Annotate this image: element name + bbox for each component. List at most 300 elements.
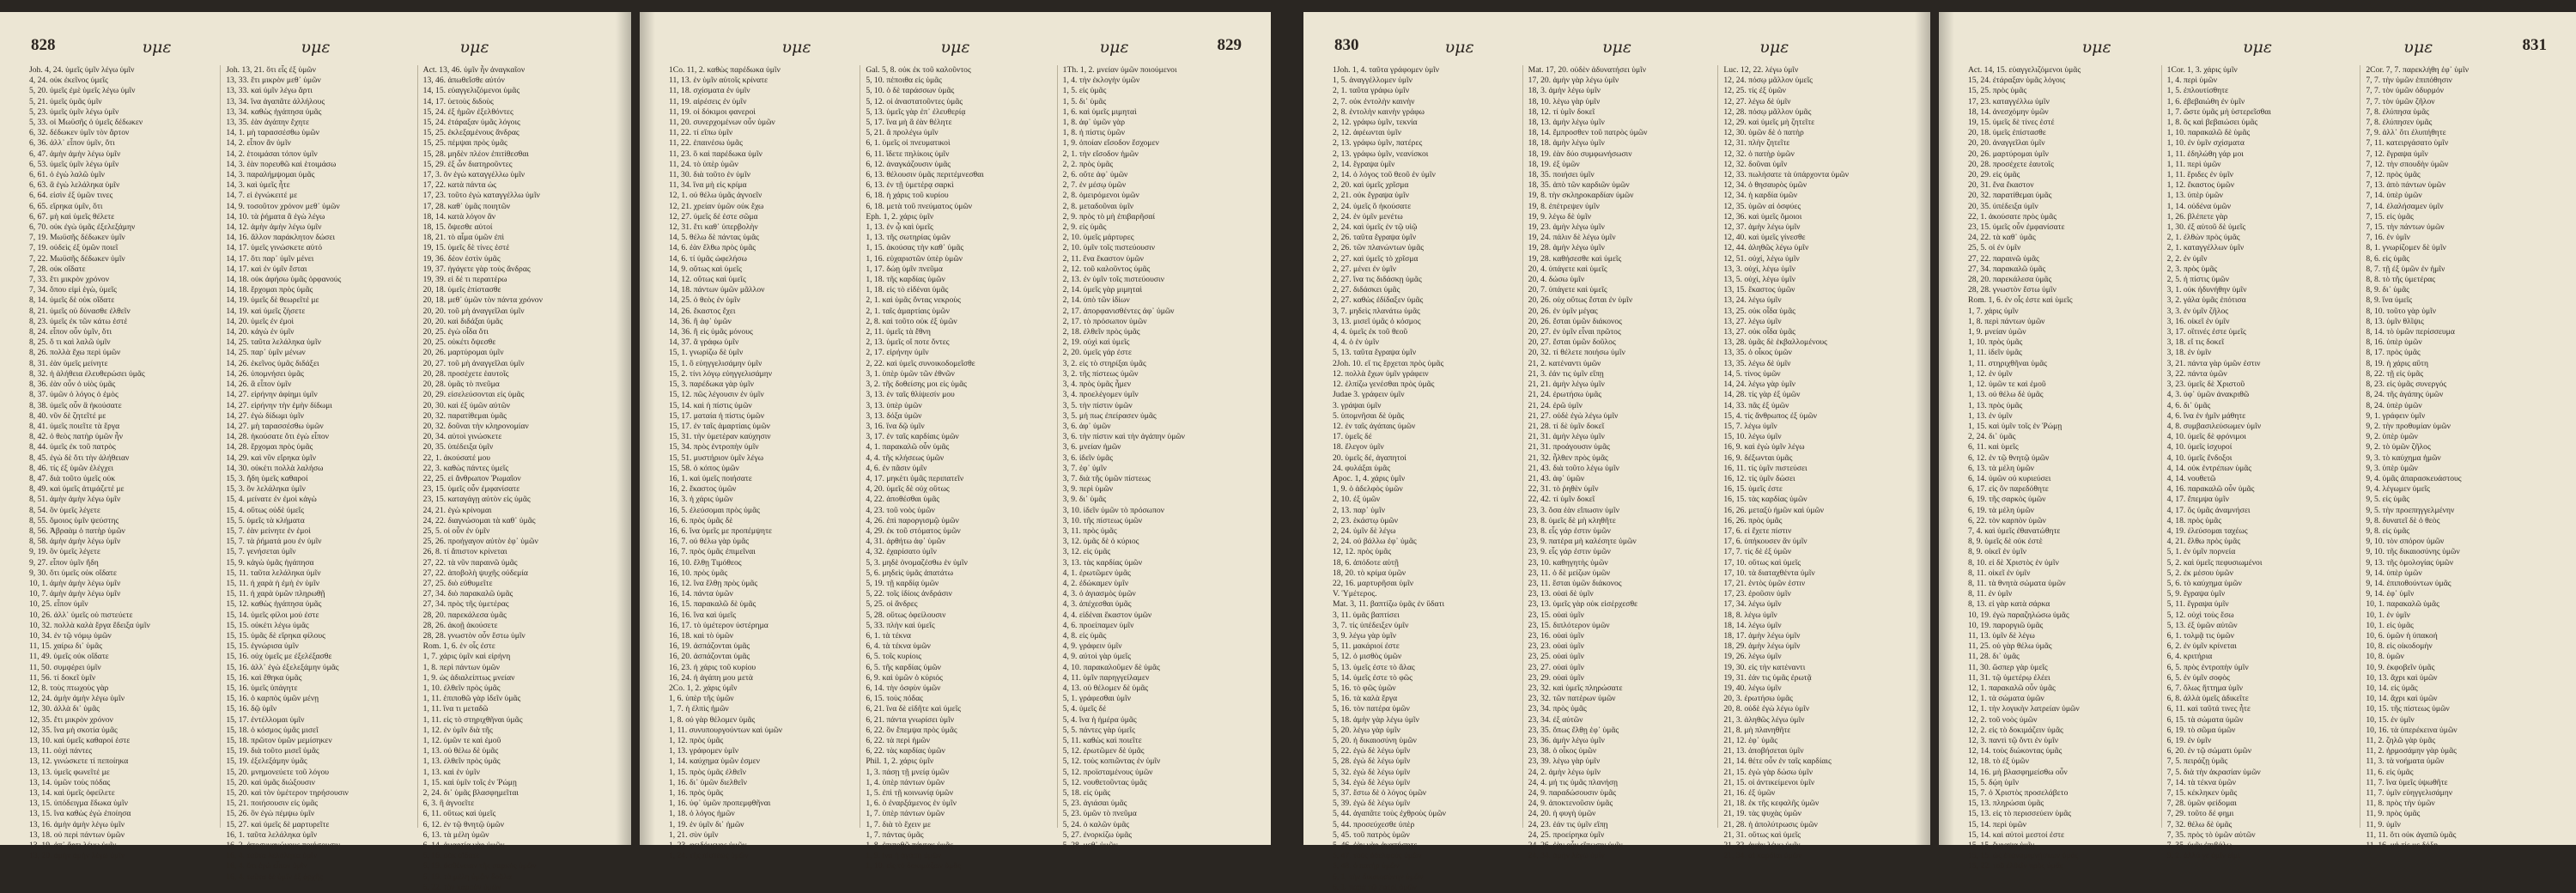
concordance-entry: 11, 3. τὰ νοήματα ὑμῶν <box>2366 756 2445 767</box>
concordance-entry: 3, 4. πρὸς ὑμᾶς ἦμεν <box>1062 380 1132 390</box>
concordance-entry: 6, 15. τοὺς πόδας <box>866 694 923 704</box>
concordance-entry: 23, 25. οὐαὶ ὑμῖν <box>1528 652 1584 662</box>
concordance-entry: 6, 22. τὸν καρπὸν ὑμῶν <box>422 882 501 892</box>
concordance-entry: 8, 45. ἐγὼ δὲ ὅτι τὴν ἀλήθειαν <box>29 453 130 463</box>
concordance-entry: 1, 7. χάρις ὑμῖν καὶ εἰρήνη <box>422 652 511 662</box>
concordance-entry: 5, 12. ἐρωτῶμεν δὲ ὑμᾶς <box>1062 746 1145 756</box>
concordance-entry: 2, 13. γράφω ὑμῖν, πατέρες <box>1333 138 1423 149</box>
concordance-entry: 23, 39. λέγω γὰρ ὑμῖν <box>1528 756 1601 767</box>
concordance-entry: 2, 12. γράφω ὑμῖν, τεκνία <box>1333 118 1418 128</box>
concordance-entry: 21, 27. οὐδὲ ἐγὼ λέγω ὑμῖν <box>1528 410 1619 421</box>
concordance-entry: 4, 10. ὑμεῖς ἔνδοξοι <box>2166 453 2233 463</box>
concordance-entry: 7, 15. τὴν πάντων ὑμῶν <box>2366 222 2445 233</box>
concordance-entry: 5, 6. μηδεὶς ὑμᾶς ἀπατάτω <box>866 568 954 578</box>
concordance-entry: 6, 19. τῆς σαρκὸς ὑμῶν <box>1968 495 2046 505</box>
concordance-entry: 14, 7. εἰ ἐγνώκειτέ με <box>226 191 298 201</box>
concordance-entry: 19, 26. λέγω ὑμῖν <box>1723 652 1782 662</box>
concordance-entry: 7, 14. ὑπὲρ ὑμῶν <box>2366 191 2422 201</box>
concordance-entry: 24, 34. ἀμὴν λέγω ὑμῖν <box>1528 851 1605 861</box>
concordance-entry: 2, 7. ἐν μέσῳ ὑμῶν <box>1062 180 1127 191</box>
concordance-entry: 14, 15. εὐαγγελιζόμενοι ὑμᾶς <box>422 86 520 96</box>
concordance-entry: 2, 24. καὶ ὑμεῖς ἐν τῷ υἱῷ <box>1333 222 1418 233</box>
concordance-entry: Luc. 12, 22. λέγω ὑμῖν <box>1723 65 1799 75</box>
concordance-entry: 10, 13. ἄχρι καὶ ὑμῶν <box>2366 672 2438 683</box>
concordance-entry: 13, 27. οὐκ οἶδα ὑμᾶς <box>1723 327 1795 337</box>
concordance-entry: 24, 20. ἡ φυγὴ ὑμῶν <box>1528 809 1596 819</box>
concordance-entry: 8, 25. ὅ τι καὶ λαλῶ ὑμῖν <box>29 337 111 348</box>
concordance-entry: 22, 3. καθὼς πάντες ὑμεῖς <box>422 463 509 473</box>
concordance-entry: 15, 20. καὶ τὸν ὑμέτερον τηρήσουσιν <box>226 788 349 799</box>
concordance-entry: 1, 11. περὶ ὑμῶν <box>2166 159 2221 169</box>
concordance-entry: 11, 24. τὸ ὑπὲρ ὑμῶν <box>669 159 738 169</box>
concordance-entry: 6, 11. οὕτως καὶ ὑμεῖς <box>422 809 496 819</box>
concordance-entry: 2, 19. οὐχὶ καὶ ὑμεῖς <box>1062 337 1130 348</box>
concordance-entry: 7, 9. ἀλλ᾽ ὅτι ἐλυπήθητε <box>2366 128 2446 138</box>
concordance-entry: 13, 14. καὶ ὑμεῖς ὀφείλετε <box>29 788 115 799</box>
concordance-entry: 3, 6. τὴν πίστιν καὶ τὴν ἀγάπην ὑμῶν <box>1062 432 1186 442</box>
concordance-entry: 19, 9. λέγω δὲ ὑμῖν <box>1528 211 1592 222</box>
concordance-entry: 17, 23. τοῦτο ἐγὼ καταγγέλλω ὑμῖν <box>422 191 540 201</box>
concordance-entry: 18, 14. κατὰ λόγον ἂν <box>422 211 496 222</box>
concordance-entry: 2, 17. εἰρήνην ὑμῖν <box>866 348 929 358</box>
concordance-entry: 15, 34. πρὸς ἐντροπὴν ὑμῖν <box>669 442 759 453</box>
concordance-entry: Eph. 1, 2. χάρις ὑμῖν <box>866 211 934 222</box>
concordance-entry: 10, 26. ἀλλ᾽ ὑμεῖς οὐ πιστεύετε <box>29 610 133 620</box>
concordance-entry: 14, 26. ἕκαστος ἔχει <box>669 306 736 316</box>
concordance-entry: 16, 12. τίς ὑμῖν δώσει <box>1723 473 1795 483</box>
concordance-entry: 14, 20. ὑμεῖς ἐν ἐμοὶ <box>226 316 295 326</box>
concordance-entry: 9, 8. δυνατεῖ δὲ ὁ θεὸς <box>2366 515 2440 525</box>
concordance-entry: 1, 17. δώῃ ὑμῖν πνεῦμα <box>866 264 943 274</box>
concordance-entry: 1, 11. ἰδεῖν ὑμᾶς <box>1968 348 2022 358</box>
concordance-entry: 4, 3. ἀπέχεσθαι ὑμᾶς <box>1062 599 1132 610</box>
concordance-entry: 14, 19. καὶ ὑμεῖς ζήσετε <box>226 306 306 316</box>
concordance-entry: 3, 2. γάλα ὑμᾶς ἐπότισα <box>2166 295 2246 306</box>
concordance-entry: 8, 24. ὑπὲρ ὑμῶν <box>2366 400 2422 410</box>
concordance-entry: 17, 3. ὃν ἐγὼ καταγγέλλω ὑμῖν <box>422 170 526 180</box>
concordance-entry: 16, 23. ἡ χάρις τοῦ κυρίου <box>669 662 756 672</box>
concordance-entry: 1, 8. ὃς καὶ βεβαιώσει ὑμᾶς <box>2166 118 2258 128</box>
concordance-entry: 22, 16. μαρτυρῆσαι ὑμῖν <box>1333 578 1414 588</box>
concordance-entry: 18, 17. ἀμὴν λέγω ὑμῖν <box>1723 630 1801 641</box>
concordance-entry: 15, 16. ὁ καρπὸς ὑμῶν μένῃ <box>226 694 319 704</box>
concordance-entry: 15, 15. ἔγραψα ὑμῖν <box>1968 841 2035 851</box>
concordance-entry: 28, 28. γνωστὸν ἔστω ὑμῖν <box>1968 285 2057 295</box>
concordance-entry: 9, 14. ὑπὲρ ὑμῶν <box>2366 568 2422 578</box>
concordance-entry: 7, 12. πρὸς ὑμᾶς <box>2366 170 2421 180</box>
concordance-entry: 5, 20. ὑμεῖς ἐμὲ ὑμεῖς λέγω ὑμῖν <box>29 86 136 96</box>
concordance-entry: 20, 4. δώσω ὑμῖν <box>1528 275 1585 285</box>
concordance-entry: 7, 5. πειράζῃ ὑμᾶς <box>2166 756 2228 767</box>
concordance-entry: 15, 7. ὁ Χριστὸς προσελάβετο <box>1968 788 2069 799</box>
concordance-entry: 6, 12. ἐν τῷ θνητῷ ὑμῶν <box>1968 453 2050 463</box>
concordance-entry: 1, 13. οὐ θέλω δὲ ὑμᾶς <box>1968 390 2044 400</box>
concordance-entry: 20, 28. προσέχετε ἑαυτοῖς <box>422 368 509 379</box>
concordance-entry: 1, 5. εἰς ὑμᾶς <box>1062 86 1107 96</box>
concordance-entry: 14, 5. θέλω δὲ πάντας ὑμᾶς <box>669 233 759 243</box>
concordance-entry: 6, 64. εἰσὶν ἐξ ὑμῶν τινες <box>29 191 113 201</box>
concordance-entry: 1, 7. διὰ τὸ ἔχειν με <box>866 819 931 829</box>
concordance-entry: 3, 2. τῆς πίστεως ὑμῶν <box>1062 368 1139 379</box>
page-header <box>1939 36 2576 58</box>
concordance-entry: 12, 35. ἵνα μὴ σκοτία ὑμᾶς <box>29 725 118 735</box>
concordance-entry: 15, 51. μυστήριον ὑμῖν λέγω <box>669 453 764 463</box>
concordance-entry: 8, 17. πρὸς ὑμᾶς <box>2366 348 2421 358</box>
concordance-entry: 5, 20. λέγω γὰρ ὑμῖν <box>1333 725 1400 735</box>
concordance-entry: 1, 24. τῆς πίστεως ὑμῶν <box>669 851 749 861</box>
concordance-entry: 6, 22. τὸν καρπὸν ὑμῶν <box>1968 515 2046 525</box>
concordance-entry: 4, 6. προείπαμεν ὑμῖν <box>1062 620 1134 630</box>
concordance-entry: 18, 14. ἔμπροσθεν τοῦ πατρὸς ὑμῶν <box>1528 128 1648 138</box>
concordance-entry: 23, 38. ὁ οἶκος ὑμῶν <box>1528 746 1597 756</box>
concordance-entry: 13, 15. ὑπόδειγμα ἔδωκα ὑμῖν <box>29 799 128 809</box>
concordance-entry: 27, 22. παραινῶ ὑμᾶς <box>1968 253 2039 264</box>
concordance-entry: 14, 3. καὶ ὑμεῖς ἦτε <box>226 180 290 191</box>
concordance-entry: 5, 2. καὶ ὑμεῖς πεφυσιωμένοι <box>2166 557 2263 568</box>
concordance-entry: 3, 1. οὐκ ἠδυνήθην ὑμῖν <box>2166 285 2247 295</box>
concordance-entry: Mat. 17, 20. οὐδὲν ἀδυνατήσει ὑμῖν <box>1528 65 1647 75</box>
concordance-entry: 3, 2. εἰς τὸ στηρίξαι ὑμᾶς <box>1062 358 1146 368</box>
concordance-entry: 12, 30. ὑμῶν δὲ ὁ πατὴρ <box>1723 128 1804 138</box>
concordance-entry: 6, 1. παρὰ τῷ πατρὶ ὑμῶν <box>1333 882 1417 892</box>
concordance-entry: 1, 12. πρὸς ὑμᾶς <box>669 736 724 745</box>
concordance-entry: 23, 3. ὅσα ἐὰν εἴπωσιν ὑμῖν <box>1528 505 1619 515</box>
concordance-entry: 1Cor. 1, 3. χάρις ὑμῖν <box>2166 65 2238 75</box>
concordance-entry: 18, 10. λέγω γὰρ ὑμῖν <box>1528 96 1601 106</box>
concordance-entry: 13, 12. γινώσκετε τί πεποίηκα <box>29 756 129 767</box>
concordance-entry: 3, 13. δόξα ὑμῶν <box>866 410 922 421</box>
concordance-entry: 5, 11. μακάριοί ἐστε <box>1333 641 1400 652</box>
concordance-entry: 3, 9. περὶ ὑμῶν <box>1062 484 1114 495</box>
concordance-entry: 13, 25. οὐκ οἶδα ὑμᾶς <box>1723 306 1795 316</box>
concordance-entry: 2, 12. ἀφέωνται ὑμῖν <box>1333 128 1401 138</box>
concordance-entry: 23, 10. καθηγητὴς ὑμῶν <box>1528 557 1608 568</box>
concordance-entry: 4, 2. ἐδώκαμεν ὑμῖν <box>1062 578 1129 588</box>
concordance-entry: 2, 21. οὐκ ἔγραψα ὑμῖν <box>1333 191 1410 201</box>
concordance-entry: 23, 13. οὐαὶ δὲ ὑμῖν <box>1528 589 1594 599</box>
concordance-entry: 11, 16. μή τίς με δόξῃ <box>2366 841 2439 851</box>
concordance-entry: 6, 22. ὃν ἔπεμψα πρὸς ὑμᾶς <box>866 725 957 735</box>
concordance-entry: 7, 5. διὰ τὴν ἀκρασίαν ὑμῶν <box>2166 767 2261 777</box>
concordance-entry: 6, 14. τὴν ὀσφὺν ὑμῶν <box>866 683 941 693</box>
concordance-entry: 1, 12. ἐν ὑμῖν διὰ τῆς <box>422 725 493 735</box>
concordance-entry: 3, 13. ἐν ταῖς θλίψεσίν μου <box>866 390 955 400</box>
concordance-entry: 11, 34. ἵνα μὴ εἰς κρίμα <box>669 180 747 191</box>
concordance-entry: 5, 13. ὑμεῖς γὰρ ἐπ᾽ ἐλευθερίᾳ <box>866 106 966 117</box>
concordance-entry: 23, 8. ὑμεῖς δὲ μὴ κληθῆτε <box>1528 515 1616 525</box>
concordance-entry: 19, 23. ἀμὴν λέγω ὑμῖν <box>1528 222 1605 233</box>
concordance-entry: 5, 11. καθὼς καὶ ποιεῖτε <box>1062 736 1142 745</box>
concordance-entry: 11, 13. ἐν ὑμῖν αὐτοῖς κρίνατε <box>669 76 769 86</box>
concordance-entry: 7, 34. ὅπου εἰμὶ ἐγὼ, ὑμεῖς <box>29 285 117 295</box>
concordance-entry: 6, 13. τὰ μέλη ὑμῶν <box>1968 463 2034 473</box>
concordance-entry: 11, 23. ὃ καὶ παρέδωκα ὑμῖν <box>669 149 762 159</box>
concordance-entry: 12, 14. τοὺς διώκοντας ὑμᾶς <box>1968 746 2063 756</box>
page-828 <box>0 12 631 892</box>
concordance-entry: 2, 27. καθὼς ἐδίδαξεν ὑμᾶς <box>1333 295 1424 306</box>
concordance-entry: 14, 9. τοσοῦτον χρόνον μεθ᾽ ὑμῶν <box>226 201 340 211</box>
concordance-entry: V. Ὑμέτερος. <box>1333 589 1377 599</box>
concordance-entry: 2, 20. καὶ ὑμεῖς χρῖσμα <box>1333 180 1409 191</box>
concordance-entry: 5, 46. ἐὰν γὰρ ἀγαπήσητε <box>1333 841 1418 851</box>
concordance-entry: 3, 6. μνείαν ἡμῶν <box>1062 442 1121 453</box>
concordance-entry: 12, 37. ἀμὴν λέγω ὑμῖν <box>1723 222 1801 233</box>
concordance-entry: 15, 15. ὑμᾶς δὲ εἴρηκα φίλους <box>226 630 325 641</box>
concordance-entry: 21, 43. ἀφ᾽ ὑμῶν <box>1528 473 1585 483</box>
concordance-entry: 4, 3. ὑφ᾽ ὑμῶν ἀνακριθῶ <box>2166 390 2250 400</box>
concordance-entry: 21, 12. ἐφ᾽ ὑμᾶς <box>1723 736 1778 745</box>
concordance-entry: 21, 28. τί δὲ ὑμῖν δοκεῖ <box>1528 421 1605 431</box>
concordance-entry: 1, 9. ὁ ἀδελφὸς ὑμῶν <box>1333 484 1403 495</box>
concordance-entry: 9, 1. γράφειν ὑμῖν <box>2366 410 2426 421</box>
concordance-entry: 16, 4. ταῦτα δὲ ὑμῖν ἐξ ἀρχῆς <box>226 872 323 882</box>
concordance-entry: 14, 2. ἑτοιμάσαι τόπον ὑμῖν <box>226 149 318 159</box>
concordance-entry: 13, 15. ἕκαστος ὑμῶν <box>1723 285 1795 295</box>
concordance-entry: 18, 13. ἀμὴν λέγω ὑμῖν <box>1528 118 1605 128</box>
concordance-entry: 17, 34. λέγω ὑμῖν <box>1723 599 1782 610</box>
concordance-entry: 2Co. 1, 2. χάρις ὑμῖν <box>669 683 738 693</box>
concordance-entry: 3, 7. μηδεὶς πλανάτω ὑμᾶς <box>1333 306 1420 316</box>
concordance-entry: 1, 13. γράφομεν ὑμῖν <box>669 746 739 756</box>
concordance-entry: 14, 17. καὶ ἐν ὑμῖν ἔσται <box>226 264 307 274</box>
concordance-entry: 3, 23. ὑμεῖς δὲ Χριστοῦ <box>2166 380 2245 390</box>
concordance-entry: 23, 16. οὐαὶ ὑμῖν <box>1528 630 1584 641</box>
concordance-entry: 1, 14. καύχημα ὑμῶν ἐσμεν <box>669 756 761 767</box>
concordance-entry: 21, 24. ἐρῶ ὑμῖν <box>1528 400 1583 410</box>
concordance-entry: 21, 31. ἀμὴν λέγω ὑμῖν <box>1528 432 1605 442</box>
concordance-entry: 15, 12. καθὼς ἠγάπησα ὑμᾶς <box>226 599 322 610</box>
concordance-entry: 8, 56. Ἀβραὰμ ὁ πατὴρ ὑμῶν <box>29 525 125 536</box>
concordance-entry: 4, 19. ἐλεύσομαι ταχέως <box>2166 525 2248 536</box>
concordance-entry: 2, 18. ἐλθεῖν πρὸς ὑμᾶς <box>1062 327 1140 337</box>
concordance-entry: 15, 28. μηδὲν πλέον ἐπιτίθεσθαι <box>422 149 529 159</box>
concordance-entry: 16, 5. ἐλεύσομαι πρὸς ὑμᾶς <box>669 505 760 515</box>
concordance-entry: 1, 16. ὑφ᾽ ὑμῶν προπεμφθῆναι <box>669 799 771 809</box>
concordance-entry: 1, 11. ἔριδες ἐν ὑμῖν <box>2166 170 2234 180</box>
concordance-entry: 15, 3. ἤδη ὑμεῖς καθαροί <box>226 473 308 483</box>
concordance-entry: 4, 13. οὐ θέλομεν δὲ ὑμᾶς <box>1062 683 1149 693</box>
concordance-entry: 6, 11. καὶ ταῦτά τινες ἦτε <box>2166 704 2251 714</box>
concordance-column <box>1717 65 1905 861</box>
concordance-entry: 14, 33. πᾶς ἐξ ὑμῶν <box>1723 400 1789 410</box>
concordance-entry: 4, 10. ὑμεῖς δὲ φρόνιμοι <box>2166 432 2246 442</box>
concordance-entry: 6, 13. ἐν τῇ ὑμετέρᾳ σαρκὶ <box>866 180 954 191</box>
concordance-entry: 6, 1. τὴν δικαιοσύνην ὑμῶν <box>1333 872 1424 882</box>
concordance-entry: 20, 32. δοῦναι τὴν κληρονομίαν <box>422 421 529 431</box>
concordance-entry: 7, 35. πρὸς τὸ ὑμῶν αὐτῶν <box>2166 829 2256 840</box>
concordance-entry: 15, 19. διὰ τοῦτο μισεῖ ὑμᾶς <box>226 746 319 756</box>
concordance-entry: 15, 10. λέγω ὑμῖν <box>1723 432 1782 442</box>
concordance-entry: 11, 18. σχίσματα ἐν ὑμῖν <box>669 86 750 96</box>
concordance-entry: 5, 10. πέποιθα εἰς ὑμᾶς <box>866 76 942 86</box>
concordance-entry: 2, 3. πρὸς ὑμᾶς <box>2166 264 2218 274</box>
concordance-entry: 7, 7. τὴν ὑμῶν ἐπιπόθησιν <box>2366 76 2452 86</box>
concordance-entry: 5, 28. μεθ᾽ ὑμῶν <box>1062 841 1118 851</box>
concordance-entry: 4, 17. μηκέτι ὑμᾶς περιπατεῖν <box>866 473 964 483</box>
concordance-entry: 3, 1. ὑπὲρ ὑμῶν τῶν ἐθνῶν <box>866 368 955 379</box>
concordance-entry: 7, 8. ἐλύπησεν ὑμᾶς <box>2366 118 2433 128</box>
concordance-entry: 20, 28. ὑμᾶς τὸ πνεῦμα <box>422 380 500 390</box>
concordance-entry: 8, 11. ἐν ὑμῖν <box>1968 589 2013 599</box>
concordance-entry: 18, 29. ἀμὴν λέγω ὑμῖν <box>1723 641 1801 652</box>
concordance-entry: 8, 49. καὶ ὑμεῖς ἀτιμάζετέ με <box>29 484 125 495</box>
concordance-entry: 20, 18. ὑμεῖς ἐπίστασθε <box>1968 128 2046 138</box>
concordance-entry: 12, 24. ἀμὴν ἀμὴν λέγω ὑμῖν <box>29 694 125 704</box>
concordance-entry: 21, 31. προάγουσιν ὑμᾶς <box>1528 442 1610 453</box>
concordance-entry: 2, 27. μένει ἐν ὑμῖν <box>1333 264 1397 274</box>
concordance-entry: 4, 21. ἔλθω πρὸς ὑμᾶς <box>2166 537 2240 547</box>
concordance-entry: 18, 6. ἀπόδοτε αὐτῇ <box>1333 557 1399 568</box>
concordance-entry: 2, 20. ὑμεῖς γάρ ἐστε <box>1062 348 1132 358</box>
concordance-entry: 9, 19. ὃν ὑμεῖς λέγετε <box>29 547 100 557</box>
concordance-entry: 10, 8. εἰς οἰκοδομὴν <box>2366 641 2433 652</box>
concordance-entry: 12, 32. δοῦναι ὑμῖν <box>1723 159 1788 169</box>
concordance-entry: 11, 50. συμφέρει ὑμῖν <box>29 662 101 672</box>
concordance-entry: 20, 35. ὑπέδειξα ὑμῖν <box>422 442 494 453</box>
concordance-entry: 15, 11. ταῦτα λελάληκα ὑμῖν <box>226 568 321 578</box>
concordance-entry: 5, 12. προϊσταμένους ὑμῶν <box>1062 767 1153 777</box>
concordance-entry: 23, 35. ὅπως ἔλθῃ ἐφ᾽ ὑμᾶς <box>1528 725 1619 735</box>
concordance-entry: 3, 18. ἐν ὑμῖν <box>2166 348 2212 358</box>
concordance-entry: 2, 13. παρ᾽ ὑμῖν <box>1333 505 1386 515</box>
concordance-entry: Gal. 5, 8. οὐκ ἐκ τοῦ καλοῦντος <box>866 65 971 75</box>
concordance-entry: 1, 7. πάντας ὑμᾶς <box>866 829 924 840</box>
concordance-entry: 24, 22. τὰ καθ᾽ ὑμᾶς <box>1968 233 2036 243</box>
concordance-entry: 14, 9. οὕτως καὶ ὑμεῖς <box>669 264 742 274</box>
concordance-entry: 8, 19. ἡ χάρις αὕτη <box>2366 358 2429 368</box>
concordance-entry: 9, 4. λέγωμεν ὑμεῖς <box>2366 484 2430 495</box>
concordance-entry: 21, 3. ἀληθῶς λέγω ὑμῖν <box>1723 714 1805 725</box>
concordance-entry: 1, 8. περὶ πάντων ὑμῶν <box>1968 316 2045 326</box>
concordance-entry: 1, 6. καὶ ὑμεῖς μιμηταὶ <box>1062 106 1137 117</box>
concordance-entry: 15, 5. ὑμεῖς τὰ κλήματα <box>226 515 305 525</box>
concordance-entry: Joh. 4, 24. ὑμεῖς ὑμῖν λέγω ὑμῖν <box>29 65 135 75</box>
concordance-entry: 8, 37. ὑμῶν ὁ λόγος ὁ ἐμὸς <box>29 390 118 400</box>
concordance-entry: 4, 6. ἐν πᾶσιν ὑμῖν <box>866 463 927 473</box>
concordance-entry: 7, 14. ἐλαλήσαμεν ὑμῖν <box>2366 201 2444 211</box>
concordance-entry: 10, 34. ἐν τῷ νόμῳ ὑμῶν <box>29 630 112 641</box>
concordance-entry: 13, 14. ὑμῶν τοὺς πόδας <box>29 777 111 787</box>
concordance-entry: 12, 33. πωλήσατε τὰ ὑπάρχοντα ὑμῶν <box>1723 170 1850 180</box>
concordance-entry: 5, 16. τὸν πατέρα ὑμῶν <box>1333 704 1410 714</box>
concordance-entry: 19, 8. τὴν σκληροκαρδίαν ὑμῶν <box>1528 191 1634 201</box>
concordance-entry: 14, 28. ἔρχομαι πρὸς ὑμᾶς <box>226 442 313 453</box>
concordance-entry: 6, 22. τὰς καρδίας ὑμῶν <box>866 746 945 756</box>
concordance-entry: 2, 10. ἐξ ὑμῶν <box>1333 495 1381 505</box>
concordance-entry: 15, 25. ἐκλεξαμένους ἄνδρας <box>422 128 519 138</box>
concordance-entry: 6, 2. ἐν ὑμῖν κρίνεται <box>2166 641 2237 652</box>
concordance-entry: 5, 20. ἡ δικαιοσύνη ὑμῶν <box>1333 736 1417 745</box>
concordance-entry: 2, 24. δι᾽ ὑμᾶς <box>1968 432 2016 442</box>
concordance-entry: 20, 26. ἐν ὑμῖν μέγας <box>1528 306 1598 316</box>
concordance-entry: 6, 8. ἀλλὰ ὑμεῖς ἀδικεῖτε <box>2166 694 2249 704</box>
concordance-entry: 14, 12. οὕτως καὶ ὑμεῖς <box>669 275 746 285</box>
concordance-entry: 1, 10. παρακαλῶ δὲ ὑμᾶς <box>2166 128 2251 138</box>
concordance-entry: 20, 29. εἰσελεύσονται εἰς ὑμᾶς <box>422 390 525 400</box>
concordance-entry: 1, 6. ἐβεβαιώθη ἐν ὑμῖν <box>2166 96 2245 106</box>
concordance-entry: 12, 34. ἡ καρδία ὑμῶν <box>1723 191 1798 201</box>
concordance-entry: 14, 28. τίς γὰρ ἐξ ὑμῶν <box>1723 390 1801 400</box>
concordance-entry: 16, 24. ἡ ἀγάπη μου μετὰ <box>669 672 753 683</box>
concordance-entry: 4, 20. ὑμεῖς δὲ οὐχ οὕτως <box>866 484 950 495</box>
concordance-entry: 6, 20. ἐν τῷ σώματι ὑμῶν <box>2166 746 2252 756</box>
concordance-entry: 1, 11. ἵνα τι μεταδῶ <box>422 704 489 714</box>
concordance-entry: 12, 40. καὶ ὑμεῖς γίνεσθε <box>1723 233 1806 243</box>
concordance-entry: 2, 5. ἡ πίστις ὑμῶν <box>2166 275 2230 285</box>
concordance-entry: 16, 15. παρακαλῶ δὲ ὑμᾶς <box>669 599 756 610</box>
page-830 <box>1303 12 1930 892</box>
concordance-entry: 11, 20. συνερχομένων οὖν ὑμῶν <box>669 118 775 128</box>
concordance-entry: 8, 9. δι᾽ ὑμᾶς <box>2366 285 2409 295</box>
concordance-entry: 20, 26. μαρτύρομαι ὑμῖν <box>1968 149 2049 159</box>
concordance-entry: 6, 4. κριτήρια <box>2166 652 2213 662</box>
concordance-entry: 23, 8. εἷς γάρ ἐστιν ὑμῶν <box>1528 525 1611 536</box>
concordance-entry: 10, 8. ὑμῶν <box>2366 652 2404 662</box>
concordance-entry: 2, 17. ἀπορφανισθέντες ἀφ᾽ ὑμῶν <box>1062 306 1175 316</box>
concordance-entry: 6, 53. ὑμεῖς ὑμῖν λέγω ὑμῖν <box>29 159 119 169</box>
concordance-entry: 1, 4. περὶ ὑμῶν <box>2166 76 2218 86</box>
concordance-entry: 2, 11. ἕνα ἕκαστον ὑμῶν <box>1062 253 1144 264</box>
concordance-entry: 2, 8. ὁμειρόμενοι ὑμῶν <box>1062 191 1139 201</box>
running-head: υμε <box>2081 38 2111 57</box>
concordance-entry: 15, 14. καὶ αὐτοὶ μεστοί ἐστε <box>1968 829 2065 840</box>
concordance-column <box>1968 65 2153 872</box>
concordance-entry: 8, 40. νῦν δὲ ζητεῖτέ με <box>29 410 106 421</box>
concordance-entry: 14, 28. ἠκούσατε ὅτι ἐγὼ εἶπον <box>226 432 329 442</box>
concordance-entry: 2, 8. ἐντολὴν καινὴν γράφω <box>1333 106 1425 117</box>
concordance-entry: 9, 2. ὑπὲρ ὑμῶν <box>2366 432 2418 442</box>
concordance-entry: 6, 19. ἀσθένειαν τῆς σαρκὸς ὑμῶν <box>422 861 537 872</box>
concordance-entry: 16, 2. ἕκαστος ὑμῶν <box>669 484 737 495</box>
concordance-entry: 18, 20. τὸ κρίμα ὑμῶν <box>1333 568 1406 578</box>
concordance-entry: 23, 15. διπλότερον ὑμῶν <box>1528 620 1610 630</box>
concordance-entry: 10, 1. εἰς ὑμᾶς <box>2366 620 2414 630</box>
concordance-column <box>2360 65 2550 851</box>
concordance-entry: 8, 14. τὸ ὑμῶν περίσσευμα <box>2366 327 2455 337</box>
concordance-entry: 12, 18. τὸ ἐξ ὑμῶν <box>1968 756 2030 767</box>
concordance-columns <box>1968 65 2550 872</box>
concordance-entry: 3, 9. δι᾽ ὑμᾶς <box>1062 495 1107 505</box>
concordance-entry: 5, 44. προσεύχεσθε ὑπὲρ <box>1333 819 1415 829</box>
concordance-entry: 11, 22. ἐπαινέσω ὑμᾶς <box>669 138 743 149</box>
concordance-entry: 6, 3. ἢ ἀγνοεῖτε <box>422 799 475 809</box>
concordance-entry: 5, 10. ὁ δὲ ταράσσων ὑμᾶς <box>866 86 955 96</box>
concordance-entry: 13, 11. οὐχὶ πάντες <box>29 746 93 756</box>
concordance-entry: 6, 61. ὁ ἐγὼ λαλῶ ὑμῖν <box>29 170 106 180</box>
concordance-entry: 9, 5. εἰς ὑμᾶς <box>2366 495 2410 505</box>
concordance-entry: 22, 42. τί ὑμῖν δοκεῖ <box>1528 495 1595 505</box>
concordance-entry: 7, 28. οὐκ οἴδατε <box>29 264 86 274</box>
concordance-entry: 1, 8. οὐ γὰρ θέλομεν ὑμᾶς <box>669 714 756 725</box>
concordance-entry: 1, 5. ἐπὶ τῇ κοινωνίᾳ ὑμῶν <box>866 788 954 799</box>
concordance-entry: 23, 36. ἀμὴν λέγω ὑμῖν <box>1528 736 1605 745</box>
concordance-entry: 5, 13. ἐξ ὑμῶν αὐτῶν <box>2166 620 2238 630</box>
concordance-entry: 1, 9. ὡς ἀδιαλείπτως μνείαν <box>422 672 515 683</box>
concordance-entry: 3, 18. εἴ τις δοκεῖ <box>2166 337 2225 348</box>
concordance-entry: 13, 19. ἀπ᾽ ἄρτι λέγω ὑμῖν <box>29 841 117 851</box>
running-head: υμε <box>1601 38 1632 57</box>
concordance-entry: 20, 31. ἕνα ἕκαστον <box>1968 180 2034 191</box>
concordance-entry: 16, 6. ἵνα ὑμεῖς με προπέμψητε <box>669 525 772 536</box>
concordance-entry: 4, 10. παρακαλοῦμεν δὲ ὑμᾶς <box>1062 662 1160 672</box>
concordance-entry: 23, 9. πατέρα μὴ καλέσητε ὑμῶν <box>1528 537 1637 547</box>
concordance-entry: 21, 13. ἀποβήσεται ὑμῖν <box>1723 746 1804 756</box>
concordance-entry: 13, 27. λέγω ὑμῖν <box>1723 316 1782 326</box>
concordance-entry: 6, 4. τὰ τέκνα ὑμῶν <box>866 641 931 652</box>
concordance-entry: 12, 35. ὑμῶν αἱ ὀσφύες <box>1723 201 1801 211</box>
concordance-entry: 11, 15. χαίρω δι᾽ ὑμᾶς <box>29 641 102 652</box>
concordance-entry: 16, 19. ἀσπάζονται ὑμᾶς <box>669 641 750 652</box>
